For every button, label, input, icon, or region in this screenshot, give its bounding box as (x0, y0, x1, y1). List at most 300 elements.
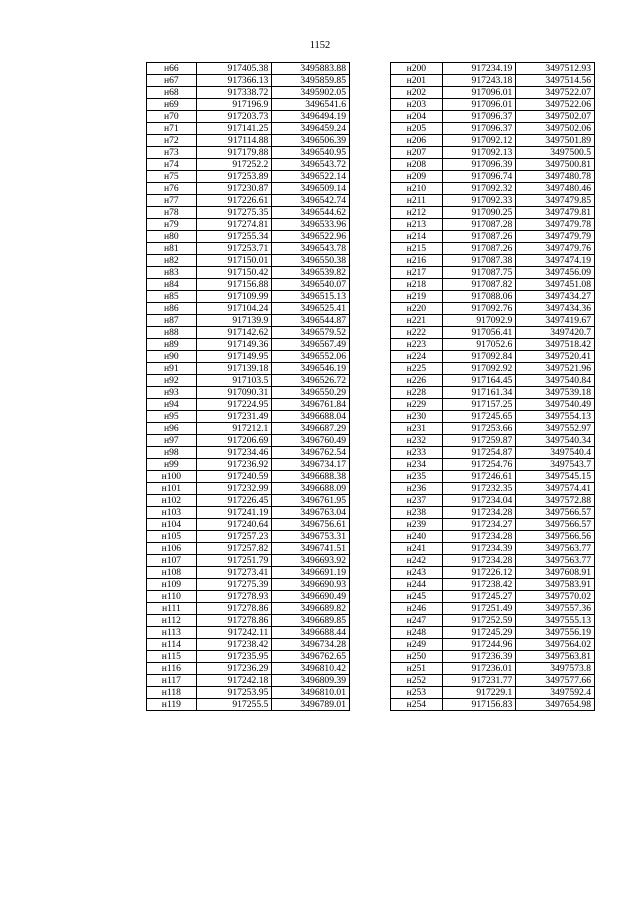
table-row (147, 459, 350, 471)
point-id-cell: н113 (147, 627, 197, 639)
point-id-cell: н83 (147, 267, 197, 279)
table-row (391, 675, 595, 687)
x-coordinate-cell: 917087.75 (442, 267, 516, 279)
x-coordinate-cell: 917242.11 (196, 627, 272, 639)
point-id-cell: н250 (391, 651, 443, 663)
x-coordinate-cell: 917141.25 (196, 123, 272, 135)
x-coordinate-cell: 917224.95 (196, 399, 272, 411)
y-coordinate-cell: 3497564.02 (516, 639, 595, 651)
table-row (391, 639, 595, 651)
y-coordinate-cell: 3497521.96 (516, 363, 595, 375)
table-row (147, 567, 350, 579)
table-row (147, 399, 350, 411)
point-id-cell: н69 (147, 99, 197, 111)
table-row (391, 351, 595, 363)
x-coordinate-cell: 917203.73 (196, 111, 272, 123)
y-coordinate-cell: 3496691.19 (272, 567, 350, 579)
point-id-cell: н209 (391, 171, 443, 183)
point-id-cell: н80 (147, 231, 197, 243)
y-coordinate-cell: 3496689.82 (272, 603, 350, 615)
y-coordinate-cell: 3496494.19 (272, 111, 350, 123)
point-id-cell: н70 (147, 111, 197, 123)
y-coordinate-cell: 3496550.38 (272, 255, 350, 267)
x-coordinate-cell: 917092.12 (442, 135, 516, 147)
y-coordinate-cell: 3496550.29 (272, 387, 350, 399)
table-row (391, 591, 595, 603)
y-coordinate-cell: 3497514.56 (516, 75, 595, 87)
x-coordinate-cell: 917226.45 (196, 495, 272, 507)
y-coordinate-cell: 3496544.62 (272, 207, 350, 219)
x-coordinate-cell: 917206.69 (196, 435, 272, 447)
point-id-cell: н107 (147, 555, 197, 567)
y-coordinate-cell: 3496687.29 (272, 423, 350, 435)
y-coordinate-cell: 3497557.36 (516, 603, 595, 615)
table-row (147, 375, 350, 387)
point-id-cell: н219 (391, 291, 443, 303)
point-id-cell: н117 (147, 675, 197, 687)
point-id-cell: н99 (147, 459, 197, 471)
point-id-cell: н251 (391, 663, 443, 675)
x-coordinate-cell: 917096.01 (442, 99, 516, 111)
table-row (391, 111, 595, 123)
point-id-cell: н239 (391, 519, 443, 531)
table-row (391, 651, 595, 663)
x-coordinate-cell: 917103.5 (196, 375, 272, 387)
point-id-cell: н234 (391, 459, 443, 471)
x-coordinate-cell: 917244.96 (442, 639, 516, 651)
x-coordinate-cell: 917241.19 (196, 507, 272, 519)
point-id-cell: н119 (147, 699, 197, 711)
x-coordinate-cell: 917056.41 (442, 327, 516, 339)
y-coordinate-cell: 3497480.46 (516, 183, 595, 195)
coordinates-table-left (146, 62, 350, 711)
x-coordinate-cell: 917236.39 (442, 651, 516, 663)
y-coordinate-cell: 3496762.65 (272, 651, 350, 663)
y-coordinate-cell: 3496542.74 (272, 195, 350, 207)
y-coordinate-cell: 3497563.77 (516, 543, 595, 555)
point-id-cell: н233 (391, 447, 443, 459)
table-row (147, 279, 350, 291)
point-id-cell: н200 (391, 63, 443, 75)
point-id-cell: н66 (147, 63, 197, 75)
y-coordinate-cell: 3497574.41 (516, 483, 595, 495)
x-coordinate-cell: 917139.18 (196, 363, 272, 375)
point-id-cell: н235 (391, 471, 443, 483)
point-id-cell: н243 (391, 567, 443, 579)
y-coordinate-cell: 3496753.31 (272, 531, 350, 543)
y-coordinate-cell: 3497518.42 (516, 339, 595, 351)
table-row (147, 699, 350, 711)
x-coordinate-cell: 917087.82 (442, 279, 516, 291)
table-row (147, 255, 350, 267)
x-coordinate-cell: 917236.29 (196, 663, 272, 675)
table-row (391, 219, 595, 231)
x-coordinate-cell: 917255.34 (196, 231, 272, 243)
y-coordinate-cell: 3497474.19 (516, 255, 595, 267)
table-row (147, 531, 350, 543)
point-id-cell: н114 (147, 639, 197, 651)
point-id-cell: н91 (147, 363, 197, 375)
point-id-cell: н218 (391, 279, 443, 291)
point-id-cell: н112 (147, 615, 197, 627)
x-coordinate-cell: 917096.01 (442, 87, 516, 99)
table-row (147, 591, 350, 603)
table-row (391, 495, 595, 507)
x-coordinate-cell: 917253.89 (196, 171, 272, 183)
x-coordinate-cell: 917366.13 (196, 75, 272, 87)
point-id-cell: н212 (391, 207, 443, 219)
x-coordinate-cell: 917164.45 (442, 375, 516, 387)
table-row (147, 555, 350, 567)
point-id-cell: н68 (147, 87, 197, 99)
x-coordinate-cell: 917234.39 (442, 543, 516, 555)
y-coordinate-cell: 3497502.07 (516, 111, 595, 123)
point-id-cell: н101 (147, 483, 197, 495)
y-coordinate-cell: 3497522.07 (516, 87, 595, 99)
table-row (147, 291, 350, 303)
point-id-cell: н253 (391, 687, 443, 699)
table-row (147, 639, 350, 651)
x-coordinate-cell: 917245.27 (442, 591, 516, 603)
y-coordinate-cell: 3497540.34 (516, 435, 595, 447)
table-row (391, 99, 595, 111)
y-coordinate-cell: 3497520.41 (516, 351, 595, 363)
point-id-cell: н241 (391, 543, 443, 555)
x-coordinate-cell: 917139.9 (196, 315, 272, 327)
y-coordinate-cell: 3496506.39 (272, 135, 350, 147)
y-coordinate-cell: 3497570.02 (516, 591, 595, 603)
table-row (147, 435, 350, 447)
page-number: 1152 (309, 40, 331, 51)
x-coordinate-cell: 917234.19 (442, 63, 516, 75)
x-coordinate-cell: 917156.83 (442, 699, 516, 711)
table-row (391, 627, 595, 639)
y-coordinate-cell: 3496761.84 (272, 399, 350, 411)
point-id-cell: н232 (391, 435, 443, 447)
x-coordinate-cell: 917253.66 (442, 423, 516, 435)
x-coordinate-cell: 917087.26 (442, 231, 516, 243)
x-coordinate-cell: 917253.95 (196, 687, 272, 699)
x-coordinate-cell: 917240.59 (196, 471, 272, 483)
y-coordinate-cell: 3497545.15 (516, 471, 595, 483)
table-row (391, 567, 595, 579)
point-id-cell: н93 (147, 387, 197, 399)
x-coordinate-cell: 917234.27 (442, 519, 516, 531)
point-id-cell: н216 (391, 255, 443, 267)
table-row (391, 159, 595, 171)
x-coordinate-cell: 917052.6 (442, 339, 516, 351)
table-row (391, 303, 595, 315)
table-row (391, 387, 595, 399)
table-row (391, 279, 595, 291)
y-coordinate-cell: 3497543.7 (516, 459, 595, 471)
table-row (391, 207, 595, 219)
point-id-cell: н71 (147, 123, 197, 135)
x-coordinate-cell: 917096.74 (442, 171, 516, 183)
x-coordinate-cell: 917238.42 (196, 639, 272, 651)
table-row (147, 603, 350, 615)
coordinates-table-right-body (391, 63, 595, 711)
x-coordinate-cell: 917092.13 (442, 147, 516, 159)
x-coordinate-cell: 917179.88 (196, 147, 272, 159)
x-coordinate-cell: 917251.49 (442, 603, 516, 615)
table-row (147, 447, 350, 459)
point-id-cell: н85 (147, 291, 197, 303)
y-coordinate-cell: 3496810.42 (272, 663, 350, 675)
x-coordinate-cell: 917236.92 (196, 459, 272, 471)
x-coordinate-cell: 917229.1 (442, 687, 516, 699)
point-id-cell: н254 (391, 699, 443, 711)
y-coordinate-cell: 3497456.09 (516, 267, 595, 279)
x-coordinate-cell: 917254.87 (442, 447, 516, 459)
y-coordinate-cell: 3497419.67 (516, 315, 595, 327)
x-coordinate-cell: 917246.61 (442, 471, 516, 483)
point-id-cell: н90 (147, 351, 197, 363)
y-coordinate-cell: 3497573.8 (516, 663, 595, 675)
x-coordinate-cell: 917234.46 (196, 447, 272, 459)
x-coordinate-cell: 917096.37 (442, 123, 516, 135)
x-coordinate-cell: 917230.87 (196, 183, 272, 195)
x-coordinate-cell: 917096.37 (442, 111, 516, 123)
table-row (391, 663, 595, 675)
x-coordinate-cell: 917087.26 (442, 243, 516, 255)
y-coordinate-cell: 3497420.7 (516, 327, 595, 339)
y-coordinate-cell: 3495883.88 (272, 63, 350, 75)
y-coordinate-cell: 3497500.5 (516, 147, 595, 159)
x-coordinate-cell: 917149.36 (196, 339, 272, 351)
x-coordinate-cell: 917257.82 (196, 543, 272, 555)
table-row (391, 435, 595, 447)
point-id-cell: н84 (147, 279, 197, 291)
table-row (391, 147, 595, 159)
coordinates-table-left-body (147, 63, 350, 711)
table-row (147, 135, 350, 147)
point-id-cell: н105 (147, 531, 197, 543)
y-coordinate-cell: 3496734.28 (272, 639, 350, 651)
y-coordinate-cell: 3496689.85 (272, 615, 350, 627)
table-row (147, 615, 350, 627)
table-row (147, 327, 350, 339)
x-coordinate-cell: 917278.93 (196, 591, 272, 603)
table-row (147, 423, 350, 435)
point-id-cell: н87 (147, 315, 197, 327)
table-row (147, 99, 350, 111)
x-coordinate-cell: 917196.9 (196, 99, 272, 111)
table-row (391, 399, 595, 411)
x-coordinate-cell: 917090.31 (196, 387, 272, 399)
point-id-cell: н106 (147, 543, 197, 555)
point-id-cell: н76 (147, 183, 197, 195)
x-coordinate-cell: 917245.29 (442, 627, 516, 639)
y-coordinate-cell: 3497566.57 (516, 507, 595, 519)
table-row (147, 495, 350, 507)
table-row (391, 339, 595, 351)
y-coordinate-cell: 3496522.96 (272, 231, 350, 243)
table-row (391, 471, 595, 483)
x-coordinate-cell: 917255.5 (196, 699, 272, 711)
y-coordinate-cell: 3496734.17 (272, 459, 350, 471)
table-row (147, 675, 350, 687)
point-id-cell: н231 (391, 423, 443, 435)
point-id-cell: н220 (391, 303, 443, 315)
x-coordinate-cell: 917212.1 (196, 423, 272, 435)
y-coordinate-cell: 3495859.85 (272, 75, 350, 87)
point-id-cell: н74 (147, 159, 197, 171)
table-row (147, 339, 350, 351)
point-id-cell: н213 (391, 219, 443, 231)
point-id-cell: н104 (147, 519, 197, 531)
x-coordinate-cell: 917232.35 (442, 483, 516, 495)
table-row (147, 579, 350, 591)
y-coordinate-cell: 3497501.89 (516, 135, 595, 147)
point-id-cell: н110 (147, 591, 197, 603)
point-id-cell: н248 (391, 627, 443, 639)
table-row (147, 63, 350, 75)
point-id-cell: н102 (147, 495, 197, 507)
table-row (391, 411, 595, 423)
y-coordinate-cell: 3496763.04 (272, 507, 350, 519)
y-coordinate-cell: 3496789.01 (272, 699, 350, 711)
table-row (391, 447, 595, 459)
x-coordinate-cell: 917405.38 (196, 63, 272, 75)
y-coordinate-cell: 3497500.81 (516, 159, 595, 171)
y-coordinate-cell: 3497555.13 (516, 615, 595, 627)
y-coordinate-cell: 3496543.72 (272, 159, 350, 171)
x-coordinate-cell: 917104.24 (196, 303, 272, 315)
point-id-cell: н103 (147, 507, 197, 519)
y-coordinate-cell: 3497502.06 (516, 123, 595, 135)
y-coordinate-cell: 3497563.81 (516, 651, 595, 663)
x-coordinate-cell: 917251.79 (196, 555, 272, 567)
x-coordinate-cell: 917092.84 (442, 351, 516, 363)
table-row (391, 459, 595, 471)
x-coordinate-cell: 917234.28 (442, 555, 516, 567)
y-coordinate-cell: 3497451.08 (516, 279, 595, 291)
x-coordinate-cell: 917090.25 (442, 207, 516, 219)
point-id-cell: н249 (391, 639, 443, 651)
point-id-cell: н95 (147, 411, 197, 423)
table-row (147, 195, 350, 207)
point-id-cell: н201 (391, 75, 443, 87)
point-id-cell: н237 (391, 495, 443, 507)
y-coordinate-cell: 3497434.36 (516, 303, 595, 315)
point-id-cell: н221 (391, 315, 443, 327)
point-id-cell: н246 (391, 603, 443, 615)
table-row (147, 303, 350, 315)
y-coordinate-cell: 3496810.01 (272, 687, 350, 699)
x-coordinate-cell: 917234.04 (442, 495, 516, 507)
y-coordinate-cell: 3496459.24 (272, 123, 350, 135)
table-row (147, 231, 350, 243)
y-coordinate-cell: 3497654.98 (516, 699, 595, 711)
point-id-cell: н67 (147, 75, 197, 87)
x-coordinate-cell: 917087.38 (442, 255, 516, 267)
x-coordinate-cell: 917252.59 (442, 615, 516, 627)
y-coordinate-cell: 3497572.88 (516, 495, 595, 507)
x-coordinate-cell: 917238.42 (442, 579, 516, 591)
y-coordinate-cell: 3497540.4 (516, 447, 595, 459)
point-id-cell: н92 (147, 375, 197, 387)
point-id-cell: н115 (147, 651, 197, 663)
point-id-cell: н118 (147, 687, 197, 699)
y-coordinate-cell: 3496690.93 (272, 579, 350, 591)
y-coordinate-cell: 3496546.19 (272, 363, 350, 375)
x-coordinate-cell: 917278.86 (196, 603, 272, 615)
table-row (391, 63, 595, 75)
x-coordinate-cell: 917092.32 (442, 183, 516, 195)
y-coordinate-cell: 3496543.78 (272, 243, 350, 255)
point-id-cell: н211 (391, 195, 443, 207)
x-coordinate-cell: 917240.64 (196, 519, 272, 531)
table-row (147, 471, 350, 483)
x-coordinate-cell: 917109.99 (196, 291, 272, 303)
point-id-cell: н100 (147, 471, 197, 483)
point-id-cell: н108 (147, 567, 197, 579)
x-coordinate-cell: 917275.39 (196, 579, 272, 591)
x-coordinate-cell: 917156.88 (196, 279, 272, 291)
table-row (147, 519, 350, 531)
y-coordinate-cell: 3496522.14 (272, 171, 350, 183)
y-coordinate-cell: 3496509.14 (272, 183, 350, 195)
x-coordinate-cell: 917253.71 (196, 243, 272, 255)
point-id-cell: н222 (391, 327, 443, 339)
x-coordinate-cell: 917274.81 (196, 219, 272, 231)
y-coordinate-cell: 3497608.91 (516, 567, 595, 579)
point-id-cell: н225 (391, 363, 443, 375)
x-coordinate-cell: 917226.61 (196, 195, 272, 207)
table-row (147, 267, 350, 279)
y-coordinate-cell: 3496760.49 (272, 435, 350, 447)
table-row (147, 411, 350, 423)
table-row (147, 75, 350, 87)
x-coordinate-cell: 917092.76 (442, 303, 516, 315)
x-coordinate-cell: 917231.49 (196, 411, 272, 423)
point-id-cell: н72 (147, 135, 197, 147)
x-coordinate-cell: 917252.2 (196, 159, 272, 171)
point-id-cell: н78 (147, 207, 197, 219)
point-id-cell: н244 (391, 579, 443, 591)
y-coordinate-cell: 3497480.78 (516, 171, 595, 183)
x-coordinate-cell: 917259.87 (442, 435, 516, 447)
y-coordinate-cell: 3497577.66 (516, 675, 595, 687)
table-row (147, 687, 350, 699)
table-row (391, 255, 595, 267)
table-row (147, 627, 350, 639)
y-coordinate-cell: 3496526.72 (272, 375, 350, 387)
y-coordinate-cell: 3497592.4 (516, 687, 595, 699)
table-row (147, 171, 350, 183)
x-coordinate-cell: 917235.95 (196, 651, 272, 663)
y-coordinate-cell: 3497434.27 (516, 291, 595, 303)
y-coordinate-cell: 3496688.38 (272, 471, 350, 483)
table-row (147, 543, 350, 555)
point-id-cell: н97 (147, 435, 197, 447)
y-coordinate-cell: 3497540.84 (516, 375, 595, 387)
y-coordinate-cell: 3497556.19 (516, 627, 595, 639)
y-coordinate-cell: 3497522.06 (516, 99, 595, 111)
table-row (391, 87, 595, 99)
x-coordinate-cell: 917231.77 (442, 675, 516, 687)
point-id-cell: н208 (391, 159, 443, 171)
x-coordinate-cell: 917114.88 (196, 135, 272, 147)
point-id-cell: н203 (391, 99, 443, 111)
x-coordinate-cell: 917087.28 (442, 219, 516, 231)
table-row (147, 87, 350, 99)
table-row (147, 243, 350, 255)
y-coordinate-cell: 3497512.93 (516, 63, 595, 75)
point-id-cell: н86 (147, 303, 197, 315)
point-id-cell: н75 (147, 171, 197, 183)
